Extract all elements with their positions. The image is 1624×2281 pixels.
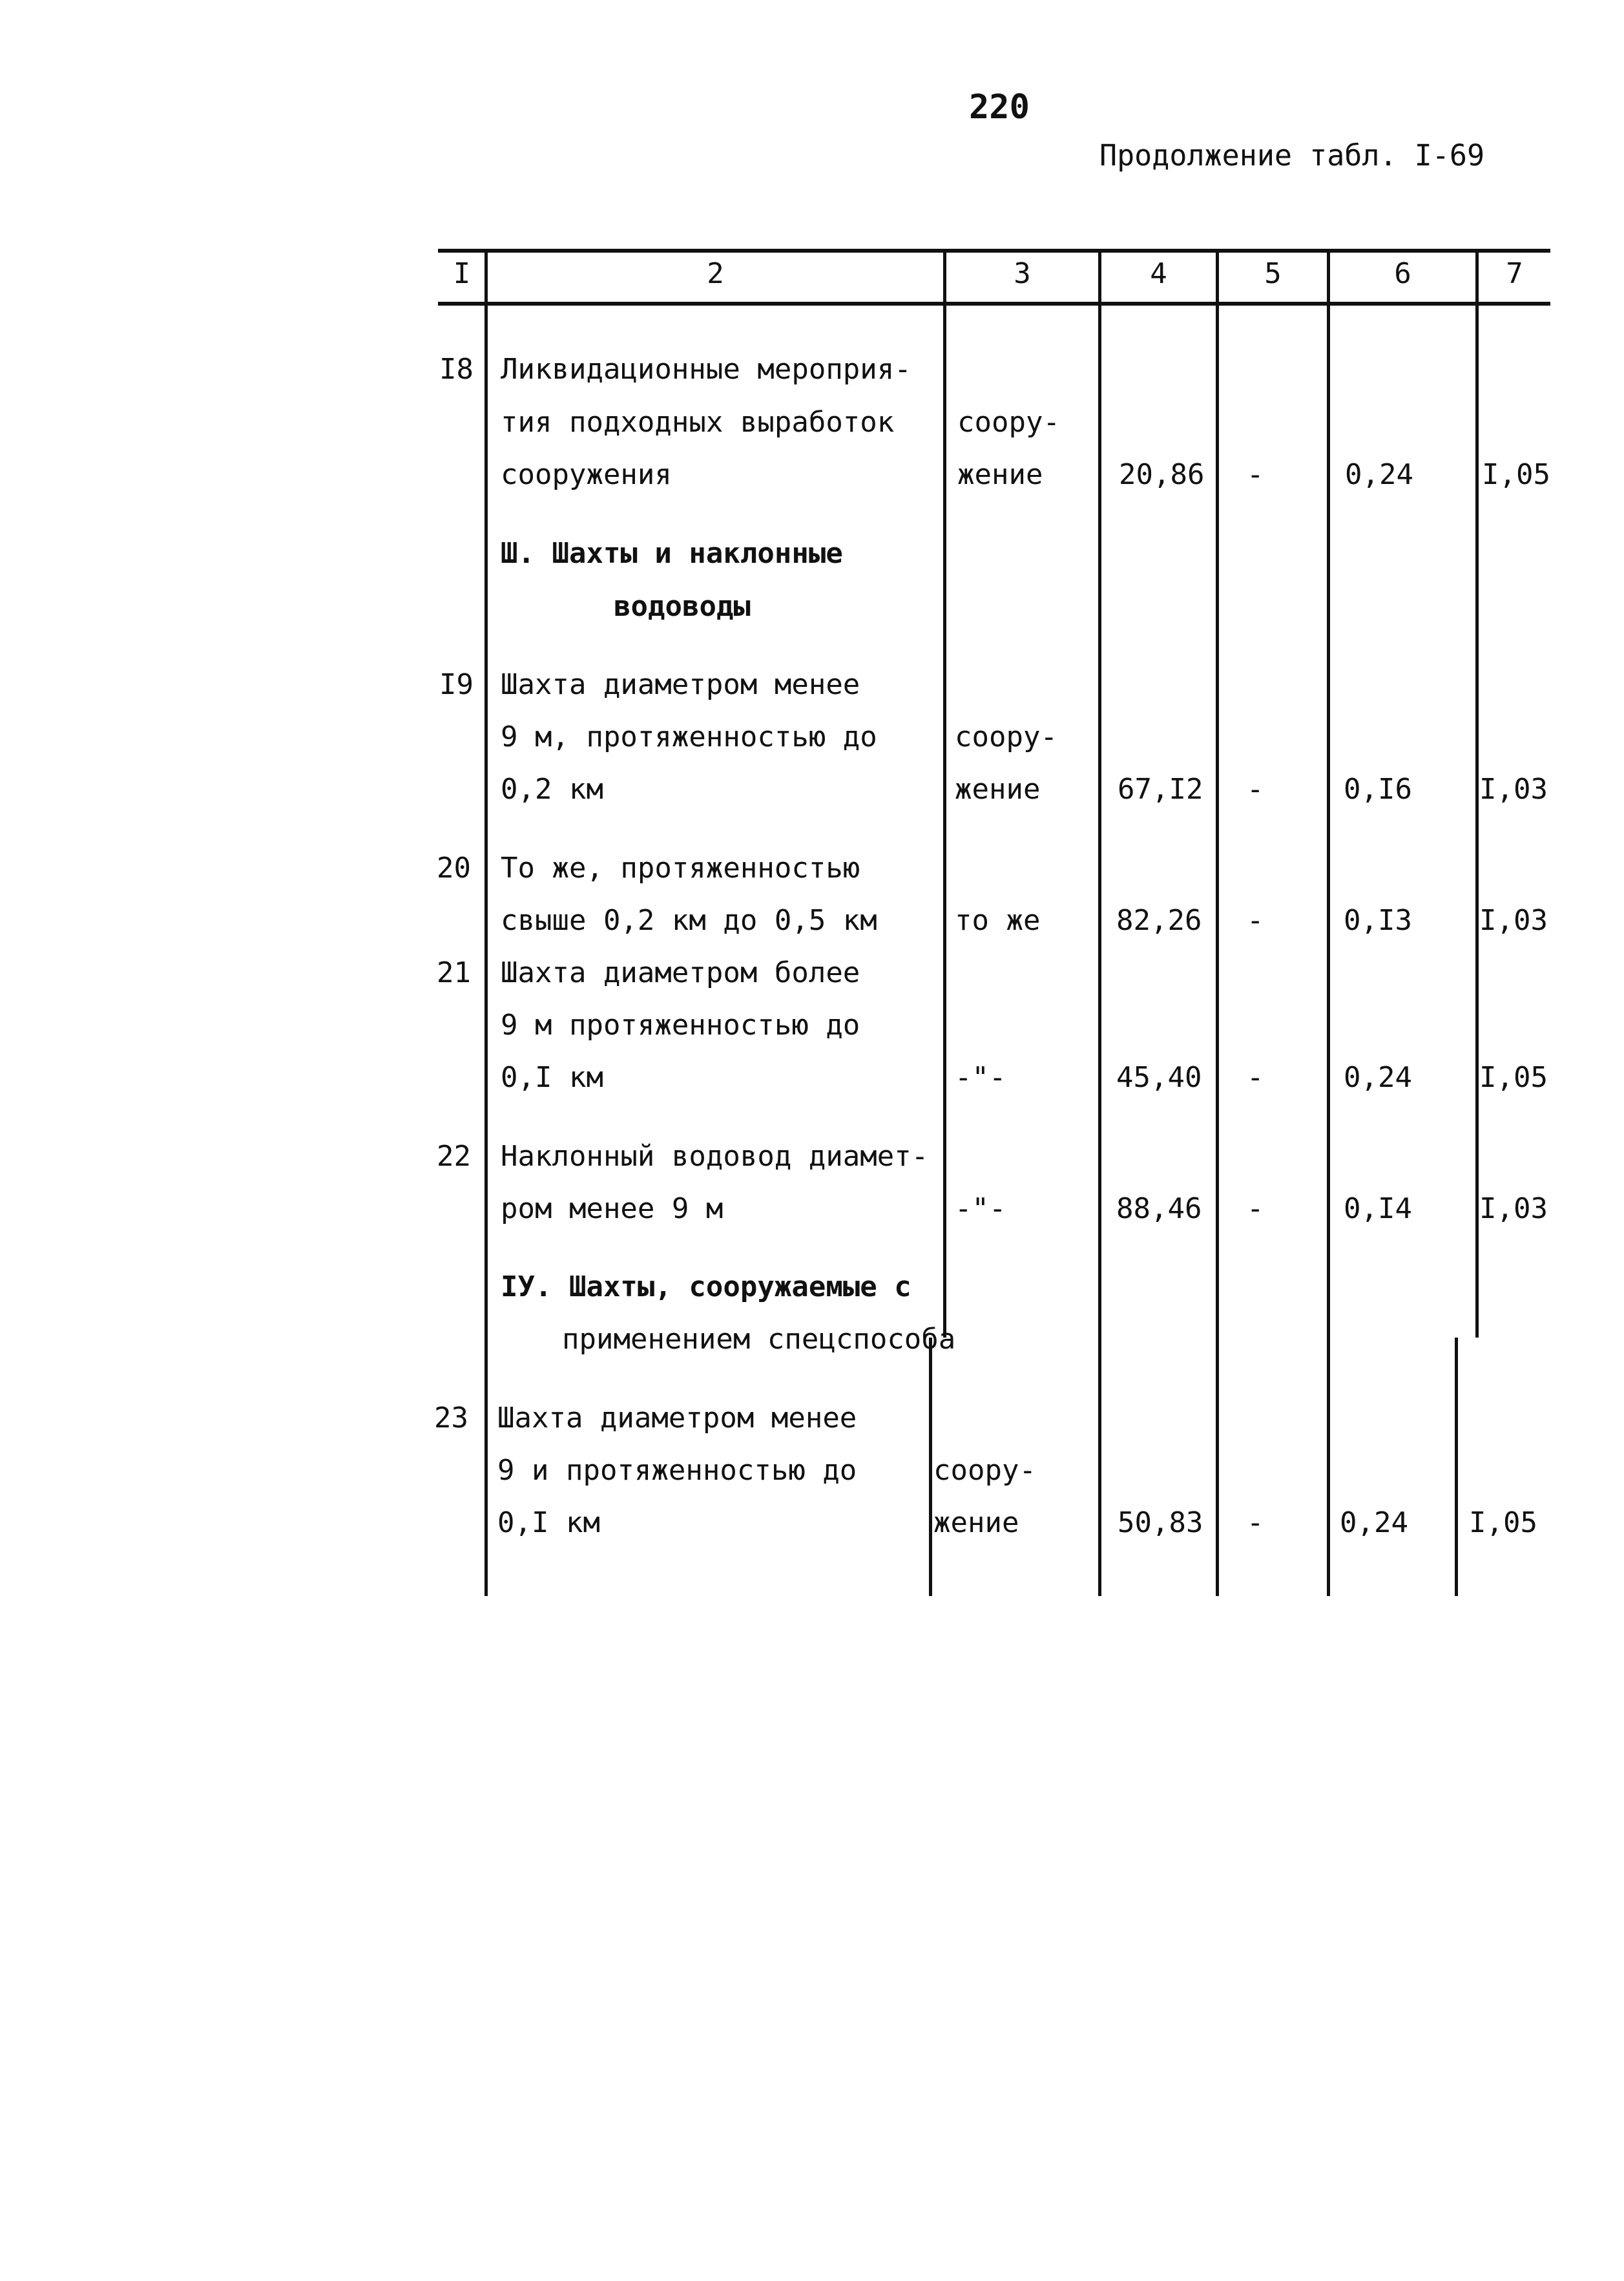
header-cell: I: [453, 257, 471, 290]
row-col5: -: [1247, 773, 1264, 806]
row-description: Шахта диаметром более: [501, 956, 860, 989]
column-divider: [484, 304, 488, 1596]
row-col4: 20,86: [1119, 458, 1205, 491]
row-description: 0,I км: [501, 1061, 603, 1094]
column-divider: [943, 304, 946, 1338]
row-col7: I,05: [1482, 458, 1550, 491]
row-col5: -: [1247, 458, 1264, 491]
row-description: Шахта диаметром менее: [501, 668, 860, 701]
header-cell: 4: [1150, 257, 1167, 290]
row-col6: 0,I4: [1344, 1192, 1412, 1225]
table-top-rule: [438, 249, 1550, 253]
header-cell: 5: [1264, 257, 1282, 290]
row-col5: -: [1247, 1506, 1264, 1539]
row-col4: 50,83: [1118, 1506, 1203, 1539]
row-col4: 67,I2: [1118, 773, 1203, 806]
header-cell: 6: [1394, 257, 1411, 290]
column-divider: [929, 1338, 932, 1596]
row-description: Наклонный водовод диамет-: [501, 1140, 929, 1173]
row-number: I9: [439, 668, 474, 701]
row-col6: 0,24: [1340, 1506, 1408, 1539]
row-description: тия подходных выработок: [501, 406, 895, 439]
column-divider: [1475, 304, 1479, 1338]
row-unit: жение: [957, 458, 1043, 491]
row-number: 21: [437, 956, 471, 989]
row-col6: 0,I3: [1344, 904, 1412, 937]
row-number: 20: [437, 852, 471, 885]
column-divider: [1098, 304, 1101, 1596]
row-description: То же, протяженностью: [501, 852, 860, 885]
column-divider: [1327, 304, 1330, 1596]
row-col6: 0,I6: [1344, 773, 1412, 806]
row-col4: 45,40: [1116, 1061, 1202, 1094]
row-unit: соору-: [957, 406, 1060, 439]
row-description: 9 и протяженностью до: [497, 1454, 857, 1487]
header-cell: 3: [1014, 257, 1031, 290]
row-number: I8: [439, 353, 474, 386]
row-col7: I,05: [1469, 1506, 1537, 1539]
row-col4: 88,46: [1116, 1192, 1202, 1225]
section-heading: применением спецспособа: [562, 1323, 956, 1356]
row-description: 0,2 км: [501, 773, 603, 806]
row-col7: I,05: [1479, 1061, 1548, 1094]
row-col6: 0,24: [1344, 1061, 1412, 1094]
row-unit: жение: [933, 1506, 1019, 1539]
row-unit: -"-: [955, 1192, 1006, 1225]
row-col5: -: [1247, 904, 1264, 937]
column-divider: [1455, 1338, 1458, 1596]
row-description: 9 м протяженностью до: [501, 1009, 860, 1042]
row-description: Ликвидационные мероприя-: [501, 353, 911, 386]
row-unit: соору-: [955, 720, 1057, 753]
row-col5: -: [1247, 1192, 1264, 1225]
header-cell: 2: [707, 257, 724, 290]
section-heading: водоводы: [614, 590, 751, 623]
row-number: 22: [437, 1140, 471, 1173]
row-description: 0,I км: [497, 1506, 600, 1539]
row-col7: I,03: [1479, 773, 1548, 806]
row-col7: I,03: [1479, 1192, 1548, 1225]
row-number: 23: [434, 1402, 468, 1435]
header-bottom-rule: [438, 302, 1550, 306]
row-col5: -: [1247, 1061, 1264, 1094]
row-col4: 82,26: [1116, 904, 1202, 937]
row-unit: жение: [955, 773, 1041, 806]
page-number: 220: [969, 88, 1030, 127]
row-description: 9 м, протяженностью до: [501, 720, 877, 753]
header-cell: 7: [1506, 257, 1523, 290]
column-divider: [1216, 304, 1219, 1596]
row-description: Шахта диаметром менее: [497, 1402, 857, 1435]
row-col7: I,03: [1479, 904, 1548, 937]
row-unit: то же: [955, 904, 1041, 937]
row-description: свыше 0,2 км до 0,5 км: [501, 904, 877, 937]
section-heading: IУ. Шахты, сооружаемые с: [501, 1270, 911, 1303]
row-description: ром менее 9 м: [501, 1192, 724, 1225]
row-unit: соору-: [933, 1454, 1036, 1487]
row-col6: 0,24: [1345, 458, 1413, 491]
table-caption: Продолжение табл. I-69: [1099, 138, 1485, 173]
section-heading: Ш. Шахты и наклонные: [501, 537, 843, 570]
row-description: сооружения: [501, 458, 672, 491]
row-unit: -"-: [955, 1061, 1006, 1094]
